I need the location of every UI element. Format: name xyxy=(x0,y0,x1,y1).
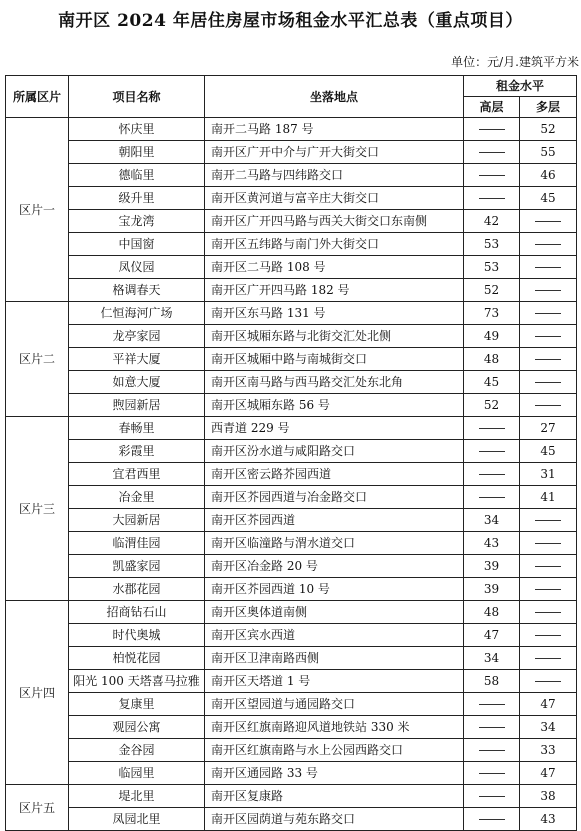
high-rise-empty-cell xyxy=(464,486,520,509)
multi-story-empty-cell xyxy=(520,670,577,693)
high-rise-rent-cell: 52 xyxy=(464,279,520,302)
table-row xyxy=(6,624,577,647)
dash-line xyxy=(479,451,505,452)
table-row xyxy=(6,601,577,624)
location-cell: 南开区芥园西道 10 号 xyxy=(205,578,464,601)
header-rent-level: 租金水平 xyxy=(464,76,577,97)
project-name-cell: 宝龙湾 xyxy=(69,210,205,233)
high-rise-empty-cell xyxy=(464,164,520,187)
table-row xyxy=(6,716,577,739)
multi-story-empty-cell xyxy=(520,325,577,348)
table-row xyxy=(6,371,577,394)
table-row xyxy=(6,785,577,808)
high-rise-rent-cell: 39 xyxy=(464,578,520,601)
dash-line xyxy=(535,221,561,222)
high-rise-empty-cell xyxy=(464,808,520,831)
dash-line xyxy=(535,382,561,383)
multi-story-empty-cell xyxy=(520,394,577,417)
dash-line xyxy=(479,198,505,199)
project-name-cell: 彩霞里 xyxy=(69,440,205,463)
multi-story-empty-cell xyxy=(520,348,577,371)
high-rise-rent-cell: 45 xyxy=(464,371,520,394)
dash-line xyxy=(479,175,505,176)
high-rise-empty-cell xyxy=(464,716,520,739)
location-cell: 南开区望园道与通园路交口 xyxy=(205,693,464,716)
table-row xyxy=(6,279,577,302)
location-cell: 南开区天塔道 1 号 xyxy=(205,670,464,693)
multi-story-empty-cell xyxy=(520,647,577,670)
location-cell: 南开区芥园西道 xyxy=(205,509,464,532)
high-rise-rent-cell: 58 xyxy=(464,670,520,693)
project-name-cell: 仁恒海河广场 xyxy=(69,302,205,325)
location-cell: 南开区密云路芥园西道 xyxy=(205,463,464,486)
dash-line xyxy=(535,267,561,268)
project-name-cell: 临园里 xyxy=(69,762,205,785)
high-rise-empty-cell xyxy=(464,739,520,762)
table-row xyxy=(6,394,577,417)
multi-story-empty-cell xyxy=(520,279,577,302)
project-name-cell: 凯盛家园 xyxy=(69,555,205,578)
table-row xyxy=(6,486,577,509)
project-name-cell: 观园公寓 xyxy=(69,716,205,739)
dash-line xyxy=(479,750,505,751)
dash-line xyxy=(479,497,505,498)
multi-story-empty-cell xyxy=(520,210,577,233)
high-rise-empty-cell xyxy=(464,440,520,463)
dash-line xyxy=(479,773,505,774)
location-cell: 南开区二马路 108 号 xyxy=(205,256,464,279)
multi-story-empty-cell xyxy=(520,624,577,647)
project-name-cell: 大园新居 xyxy=(69,509,205,532)
multi-story-empty-cell xyxy=(520,371,577,394)
multi-story-empty-cell xyxy=(520,601,577,624)
dash-line xyxy=(535,589,561,590)
multi-story-empty-cell xyxy=(520,532,577,555)
location-cell: 南开区通园路 33 号 xyxy=(205,762,464,785)
table-row xyxy=(6,463,577,486)
multi-story-empty-cell xyxy=(520,555,577,578)
project-name-cell: 平祥大厦 xyxy=(69,348,205,371)
dash-line xyxy=(479,474,505,475)
table-row xyxy=(6,164,577,187)
table-row xyxy=(6,256,577,279)
document-title: 南开区 2024 年居住房屋市场租金水平汇总表（重点项目） xyxy=(58,11,523,31)
table-body xyxy=(6,118,577,831)
table-row xyxy=(6,532,577,555)
district-cell: 区片三 xyxy=(6,417,69,601)
location-cell: 南开二马路与四纬路交口 xyxy=(205,164,464,187)
dash-line xyxy=(535,566,561,567)
dash-line xyxy=(479,796,505,797)
table-row xyxy=(6,417,577,440)
district-cell: 区片一 xyxy=(6,118,69,302)
multi-story-rent-cell: 31 xyxy=(520,463,577,486)
location-cell: 南开区汾水道与咸阳路交口 xyxy=(205,440,464,463)
multi-story-rent-cell: 27 xyxy=(520,417,577,440)
location-cell: 南开二马路 187 号 xyxy=(205,118,464,141)
dash-line xyxy=(535,681,561,682)
project-name-cell: 宜君西里 xyxy=(69,463,205,486)
project-name-cell: 金谷园 xyxy=(69,739,205,762)
header-high-rise: 高层 xyxy=(464,97,520,118)
dash-line xyxy=(535,635,561,636)
dash-line xyxy=(479,704,505,705)
location-cell: 南开区奥体道南侧 xyxy=(205,601,464,624)
location-cell: 南开区复康路 xyxy=(205,785,464,808)
high-rise-rent-cell: 48 xyxy=(464,601,520,624)
high-rise-rent-cell: 47 xyxy=(464,624,520,647)
dash-line xyxy=(535,520,561,521)
location-cell: 南开区红旗南路迎风道地铁站 330 米 xyxy=(205,716,464,739)
dash-line xyxy=(535,543,561,544)
multi-story-rent-cell: 47 xyxy=(520,762,577,785)
project-name-cell: 如意大厦 xyxy=(69,371,205,394)
location-cell: 南开区宾水西道 xyxy=(205,624,464,647)
dash-line xyxy=(535,313,561,314)
unit-label: 单位：元/月.建筑平方米 xyxy=(451,55,579,69)
district-cell: 区片五 xyxy=(6,785,69,831)
project-name-cell: 时代奥城 xyxy=(69,624,205,647)
table-row xyxy=(6,762,577,785)
dash-line xyxy=(535,336,561,337)
high-rise-rent-cell: 34 xyxy=(464,647,520,670)
multi-story-empty-cell xyxy=(520,578,577,601)
dash-line xyxy=(479,152,505,153)
rent-table xyxy=(5,75,577,831)
location-cell: 南开区城厢东路与北街交汇处北侧 xyxy=(205,325,464,348)
project-name-cell: 朝阳里 xyxy=(69,141,205,164)
table-row xyxy=(6,348,577,371)
project-name-cell: 级升里 xyxy=(69,187,205,210)
location-cell: 南开区五纬路与南门外大街交口 xyxy=(205,233,464,256)
location-cell: 南开区东马路 131 号 xyxy=(205,302,464,325)
multi-story-rent-cell: 33 xyxy=(520,739,577,762)
project-name-cell: 格调春天 xyxy=(69,279,205,302)
location-cell: 南开区冶金路 20 号 xyxy=(205,555,464,578)
district-cell: 区片四 xyxy=(6,601,69,785)
location-cell: 南开区南马路与西马路交汇处东北角 xyxy=(205,371,464,394)
table-row xyxy=(6,325,577,348)
high-rise-rent-cell: 73 xyxy=(464,302,520,325)
project-name-cell: 阳光 100 天塔喜马拉雅 xyxy=(69,670,205,693)
dash-line xyxy=(535,612,561,613)
high-rise-rent-cell: 39 xyxy=(464,555,520,578)
project-name-cell: 柏悦花园 xyxy=(69,647,205,670)
dash-line xyxy=(479,129,505,130)
high-rise-rent-cell: 43 xyxy=(464,532,520,555)
multi-story-empty-cell xyxy=(520,302,577,325)
table-row xyxy=(6,509,577,532)
table-row xyxy=(6,647,577,670)
dash-line xyxy=(479,428,505,429)
table-row xyxy=(6,578,577,601)
project-name-cell: 水郡花园 xyxy=(69,578,205,601)
table-row xyxy=(6,739,577,762)
high-rise-rent-cell: 52 xyxy=(464,394,520,417)
multi-story-rent-cell: 55 xyxy=(520,141,577,164)
dash-line xyxy=(535,405,561,406)
table-row xyxy=(6,555,577,578)
dash-line xyxy=(535,658,561,659)
multi-story-rent-cell: 52 xyxy=(520,118,577,141)
multi-story-rent-cell: 45 xyxy=(520,440,577,463)
table-row xyxy=(6,302,577,325)
location-cell: 南开区黄河道与富辛庄大街交口 xyxy=(205,187,464,210)
high-rise-empty-cell xyxy=(464,463,520,486)
dash-line xyxy=(535,290,561,291)
project-name-cell: 怀庆里 xyxy=(69,118,205,141)
table-row xyxy=(6,693,577,716)
multi-story-rent-cell: 34 xyxy=(520,716,577,739)
location-cell: 南开区城厢中路与南城街交口 xyxy=(205,348,464,371)
table-row xyxy=(6,210,577,233)
high-rise-empty-cell xyxy=(464,762,520,785)
multi-story-rent-cell: 46 xyxy=(520,164,577,187)
project-name-cell: 凤园北里 xyxy=(69,808,205,831)
high-rise-rent-cell: 53 xyxy=(464,233,520,256)
location-cell: 南开区红旗南路与水上公园西路交口 xyxy=(205,739,464,762)
location-cell: 南开区广开四马路 182 号 xyxy=(205,279,464,302)
project-name-cell: 凤仪园 xyxy=(69,256,205,279)
high-rise-empty-cell xyxy=(464,187,520,210)
table-row xyxy=(6,118,577,141)
multi-story-empty-cell xyxy=(520,233,577,256)
location-cell: 南开区广开四马路与西关大街交口东南侧 xyxy=(205,210,464,233)
dash-line xyxy=(535,359,561,360)
table-row xyxy=(6,233,577,256)
project-name-cell: 煦园新居 xyxy=(69,394,205,417)
table-row xyxy=(6,670,577,693)
multi-story-rent-cell: 45 xyxy=(520,187,577,210)
district-cell: 区片二 xyxy=(6,302,69,417)
table-row xyxy=(6,141,577,164)
multi-story-rent-cell: 38 xyxy=(520,785,577,808)
location-cell: 南开区卫津南路西侧 xyxy=(205,647,464,670)
header-multi-story: 多层 xyxy=(520,97,577,118)
high-rise-empty-cell xyxy=(464,417,520,440)
project-name-cell: 春畅里 xyxy=(69,417,205,440)
location-cell: 南开区临潼路与渭水道交口 xyxy=(205,532,464,555)
high-rise-empty-cell xyxy=(464,693,520,716)
location-cell: 南开区城厢东路 56 号 xyxy=(205,394,464,417)
high-rise-empty-cell xyxy=(464,141,520,164)
project-name-cell: 冶金里 xyxy=(69,486,205,509)
dash-line xyxy=(535,244,561,245)
table-row xyxy=(6,440,577,463)
table-row xyxy=(6,808,577,831)
header-district: 所属区片 xyxy=(6,76,69,118)
project-name-cell: 临渭佳园 xyxy=(69,532,205,555)
high-rise-empty-cell xyxy=(464,118,520,141)
project-name-cell: 堤北里 xyxy=(69,785,205,808)
project-name-cell: 德临里 xyxy=(69,164,205,187)
header-location: 坐落地点 xyxy=(205,76,464,118)
project-name-cell: 中国窗 xyxy=(69,233,205,256)
high-rise-rent-cell: 48 xyxy=(464,348,520,371)
high-rise-rent-cell: 34 xyxy=(464,509,520,532)
project-name-cell: 招商钻石山 xyxy=(69,601,205,624)
project-name-cell: 龙亭家园 xyxy=(69,325,205,348)
location-cell: 西青道 229 号 xyxy=(205,417,464,440)
project-name-cell: 复康里 xyxy=(69,693,205,716)
dash-line xyxy=(479,819,505,820)
high-rise-rent-cell: 42 xyxy=(464,210,520,233)
multi-story-rent-cell: 43 xyxy=(520,808,577,831)
table-row xyxy=(6,187,577,210)
high-rise-rent-cell: 49 xyxy=(464,325,520,348)
high-rise-empty-cell xyxy=(464,785,520,808)
multi-story-empty-cell xyxy=(520,509,577,532)
multi-story-rent-cell: 41 xyxy=(520,486,577,509)
location-cell: 南开区广开中介与广开大街交口 xyxy=(205,141,464,164)
location-cell: 南开区芥园西道与冶金路交口 xyxy=(205,486,464,509)
high-rise-rent-cell: 53 xyxy=(464,256,520,279)
dash-line xyxy=(479,727,505,728)
multi-story-rent-cell: 47 xyxy=(520,693,577,716)
multi-story-empty-cell xyxy=(520,256,577,279)
header-project: 项目名称 xyxy=(69,76,205,118)
location-cell: 南开区园荫道与苑东路交口 xyxy=(205,808,464,831)
